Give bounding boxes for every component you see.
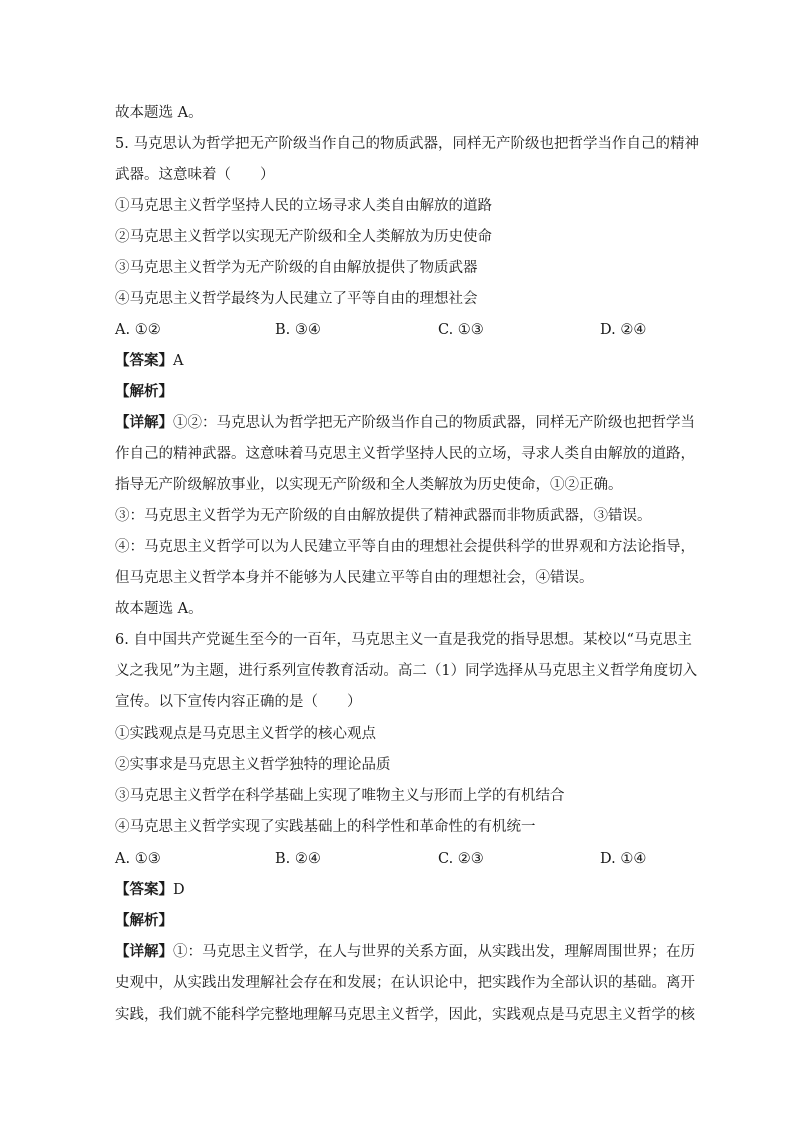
q6-option-c: C. ②③ [438, 851, 484, 867]
q6-option-b: B. ②④ [275, 851, 321, 867]
q5-options [115, 320, 675, 340]
q6-item-3: ③马克思主义哲学在科学基础上实现了唯物主义与形而上学的有机结合 [115, 788, 565, 804]
q5-answer [115, 351, 183, 371]
q6-item-2: ②实事求是马克思主义哲学独特的理论品质 [115, 757, 391, 773]
q6-item-4: ④马克思主义哲学实现了实践基础上的科学性和革命性的有机统一 [115, 819, 536, 835]
q6-detail-text-1: ①：马克思主义哲学，在人与世界的关系方面，从实践出发，理解周围世界；在历 [173, 944, 695, 960]
q5-item-1: ①马克思主义哲学坚持人民的立场寻求人类自由解放的道路 [115, 198, 492, 214]
q5-option-a: A. ①② [115, 322, 161, 338]
q5-option-b: B. ③④ [275, 322, 321, 338]
q6-detail-tag: 【详解】 [115, 943, 173, 960]
q5-detail-line-5: ④：马克思主义哲学可以为人民建立平等自由的理想社会提供科学的世界观和方法论指导， [115, 539, 695, 555]
q6-analysis-tag: 【解析】 [115, 912, 173, 929]
q6-stem-line-3: 宣传。以下宣传内容正确的是（ ） [115, 694, 362, 710]
q5-stem-line-2: 武器。这意味着（ ） [115, 167, 275, 183]
q6-detail-line-3: 实践，我们就不能科学完整地理解马克思主义哲学，因此，实践观点是马克思主义哲学的核 [115, 1007, 695, 1023]
prev-conclusion: 故本题选 A。 [115, 105, 203, 121]
q5-stem-line-1: 5. 马克思认为哲学把无产阶级当作自己的物质武器，同样无产阶级也把哲学当作自己的精神 [115, 136, 699, 152]
q6-answer-value: D [173, 882, 185, 898]
q5-answer-value: A [173, 353, 184, 369]
q6-option-a: A. ①③ [115, 851, 161, 867]
q6-options [115, 849, 675, 869]
q6-stem-line-2: 义之我见”为主题，进行系列宣传教育活动。高二（1）同学选择从马克思主义哲学角度切入 [115, 663, 698, 679]
q6-stem-line-1: 6. 自中国共产党诞生至今的一百年，马克思主义一直是我党的指导思想。某校以“马克思主 [115, 632, 692, 648]
q5-detail-line-3: 指导无产阶级解放事业，以实现无产阶级和全人类解放为历史使命，①②正确。 [115, 477, 623, 493]
q5-detail-line-6: 但马克思主义哲学本身并不能够为人民建立平等自由的理想社会，④错误。 [115, 570, 594, 586]
q6-item-1: ①实践观点是马克思主义哲学的核心观点 [115, 726, 376, 742]
q5-item-2: ②马克思主义哲学以实现无产阶级和全人类解放为历史使命 [115, 229, 492, 245]
q5-detail-line-4: ③：马克思主义哲学为无产阶级的自由解放提供了精神武器而非物质武器，③错误。 [115, 508, 652, 524]
q5-detail-line-1 [115, 413, 695, 433]
q5-analysis-tag: 【解析】 [115, 383, 173, 400]
q5-option-d: D. ②④ [600, 322, 647, 338]
q6-answer-tag: 【答案】 [115, 881, 173, 898]
q5-detail-line-2: 作自己的精神武器。这意味着马克思主义哲学坚持人民的立场，寻求人类自由解放的道路， [115, 446, 695, 462]
q5-item-3: ③马克思主义哲学为无产阶级的自由解放提供了物质武器 [115, 260, 478, 276]
q5-answer-tag: 【答案】 [115, 352, 173, 369]
q5-detail-tag: 【详解】 [115, 414, 173, 431]
q5-option-c: C. ①③ [438, 322, 484, 338]
q6-detail-line-1 [115, 942, 695, 962]
q6-answer [115, 880, 185, 900]
q5-detail-text-1: ①②：马克思认为哲学把无产阶级当作自己的物质武器，同样无产阶级也把哲学当 [173, 415, 695, 431]
q5-item-4: ④马克思主义哲学最终为人民建立了平等自由的理想社会 [115, 291, 478, 307]
q6-detail-line-2: 史观中，从实践出发理解社会存在和发展；在认识论中，把实践作为全部认识的基础。离开 [115, 975, 695, 991]
q5-conclusion: 故本题选 A。 [115, 601, 203, 617]
q6-option-d: D. ①④ [600, 851, 647, 867]
